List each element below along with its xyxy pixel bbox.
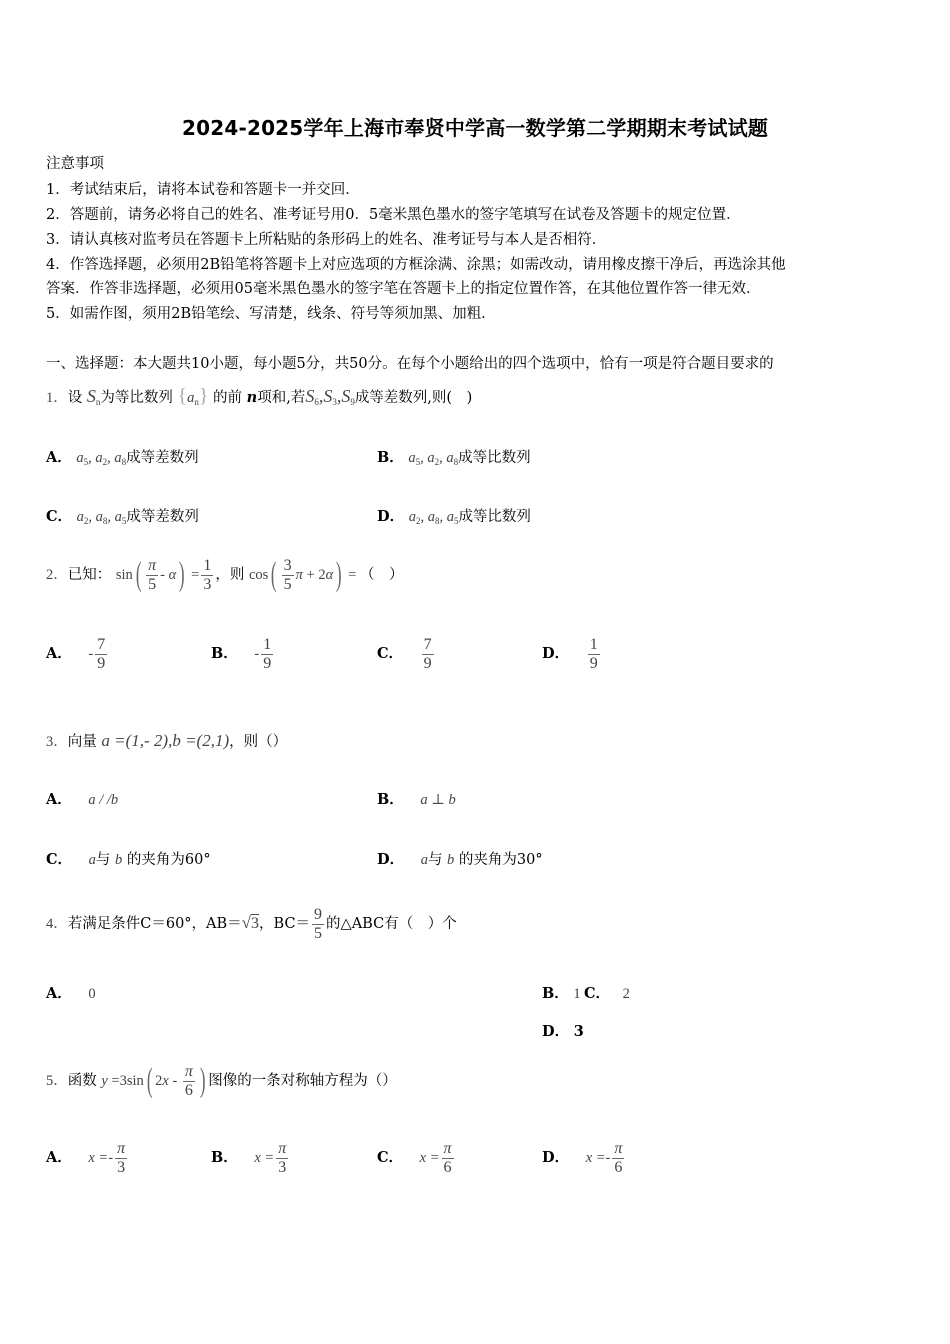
q4-option-b[interactable]: B． 1 [542,985,581,1002]
math-vectors: a =(1,- 2),b =(2,1) [101,731,230,750]
math-s6s3s9: $S_6,S_3,S_9$ [305,386,355,407]
q2-option-d[interactable]: D． $\frac{1}{9}$ [542,636,598,672]
q5-option-a[interactable]: A． x =- $\frac{\pi}{3}$ [46,1140,126,1176]
section-heading: 一、选择题：本大题共10小题，每小题5分，共50分。在每个小题给出的四个选项中，恰有一项是符合题目要求的 [46,356,774,372]
math-seq: $a_2$, $a_8$, $a_5$ [76,509,127,526]
q-text: 项和,若 [257,390,306,406]
math-seq: $a_2$, $a_8$, $a_5$ [408,509,459,526]
q-text: 设 [67,390,83,406]
question-3: 3．向量 a =(1,- 2),b =(2,1)，则（） [46,731,288,750]
question-5: 5．函数 y =3sin( 2x - $\frac{\pi}{6}$ ) 图像的一条对称轴方程为（） [46,1062,397,1099]
q-text: 成等差数列,则( ) [354,390,473,406]
notice-heading: 注意事项 [46,156,104,172]
q5-option-c[interactable]: C． x = $\frac{\pi}{6}$ [377,1140,452,1176]
question-1: 1．设 $S_n$为等比数列 $\{a_n\}$ 的前 n项和,若$S_6,S_3,S_9$成等差数列,则( ) [46,385,473,407]
q4-option-d[interactable]: D． 3 [542,1023,584,1040]
notice-item-4-cont: 答案．作答非选择题，必须用05毫米黑色墨水的签字笔在答题卡上的指定位置作答，在其他位置作答一律无效． [46,281,761,297]
question-4: 4．若满足条件C＝60°，AB＝√3，BC＝ $\frac{9}{5}$ 的△ABC有（ ）个 [46,906,457,942]
q1-option-c[interactable]: C． $a_2$, $a_8$, $a_5$成等差数列 [46,508,199,526]
q-text: 的前 [213,390,243,406]
q-text: n [246,389,258,406]
q1-option-a[interactable]: A． $a_5$, $a_2$, $a_8$成等差数列 [46,449,199,467]
notice-item-2: 2．答题前，请务必将自己的姓名、准考证号用0．5毫米黑色墨水的签字笔填写在试卷及答题卡的规定位置． [46,207,741,223]
q3-option-d[interactable]: D． a与 b 的夹角为30° [377,851,543,868]
math-seq: $a_5$, $a_2$, $a_8$ [408,450,459,467]
question-number: 1． [46,390,68,406]
q3-option-c[interactable]: C． a与 b 的夹角为60° [46,851,211,868]
math-sn: $S_n$ [86,386,101,407]
notice-item-5: 5．如需作图，须用2B铅笔绘、写清楚，线条、符号等须加黑、加粗． [46,306,496,322]
q5-option-d[interactable]: D． x =- $\frac{\pi}{6}$ [542,1140,623,1176]
math-brace: { [177,385,188,407]
page-title: 2024-2025学年上海市奉贤中学高一数学第二学期期末考试试题 [181,116,769,140]
q3-option-b[interactable]: B． a ⊥ b [377,791,456,808]
q-text: 为等比数列 [100,390,173,406]
question-2: 2．已知： sin( $\frac{\pi}{5}$ - α) = $\frac{1}{3}$ ，则 cos( $\frac{3}{5}$ π + 2α) = （ ） [46,556,404,593]
math-sin: sin [115,567,133,583]
q2-option-a[interactable]: A． - $\frac{7}{9}$ [46,636,106,672]
math-func: y [101,1073,108,1089]
notice-item-1: 1．考试结束后，请将本试卷和答题卡一并交回． [46,182,360,198]
q4-option-c[interactable]: C． 2 [584,985,630,1002]
math-cos: cos [248,567,269,583]
q2-option-b[interactable]: B． - $\frac{1}{9}$ [211,636,272,672]
q3-option-a[interactable]: A． a / /b [46,791,119,808]
q2-option-c[interactable]: C． $\frac{7}{9}$ [377,636,432,672]
math-an: $a_n$ [187,390,199,407]
math-seq: $a_5$, $a_2$, $a_8$ [76,450,127,467]
q1-option-d[interactable]: D． $a_2$, $a_8$, $a_5$成等比数列 [377,508,531,526]
q1-option-b[interactable]: B． $a_5$, $a_2$, $a_8$成等比数列 [377,449,531,467]
q5-option-b[interactable]: B． x = $\frac{\pi}{3}$ [211,1140,287,1176]
q4-option-a[interactable]: A． 0 [46,985,96,1002]
notice-item-3: 3．请认真核对监考员在答题卡上所粘贴的条形码上的姓名、准考证号与本人是否相符． [46,232,607,248]
notice-item-4: 4．作答选择题，必须用2B铅笔将答题卡上对应选项的方框涂满、涂黑；如需改动，请用橡皮擦干净后，再选涂其他 [46,257,786,273]
